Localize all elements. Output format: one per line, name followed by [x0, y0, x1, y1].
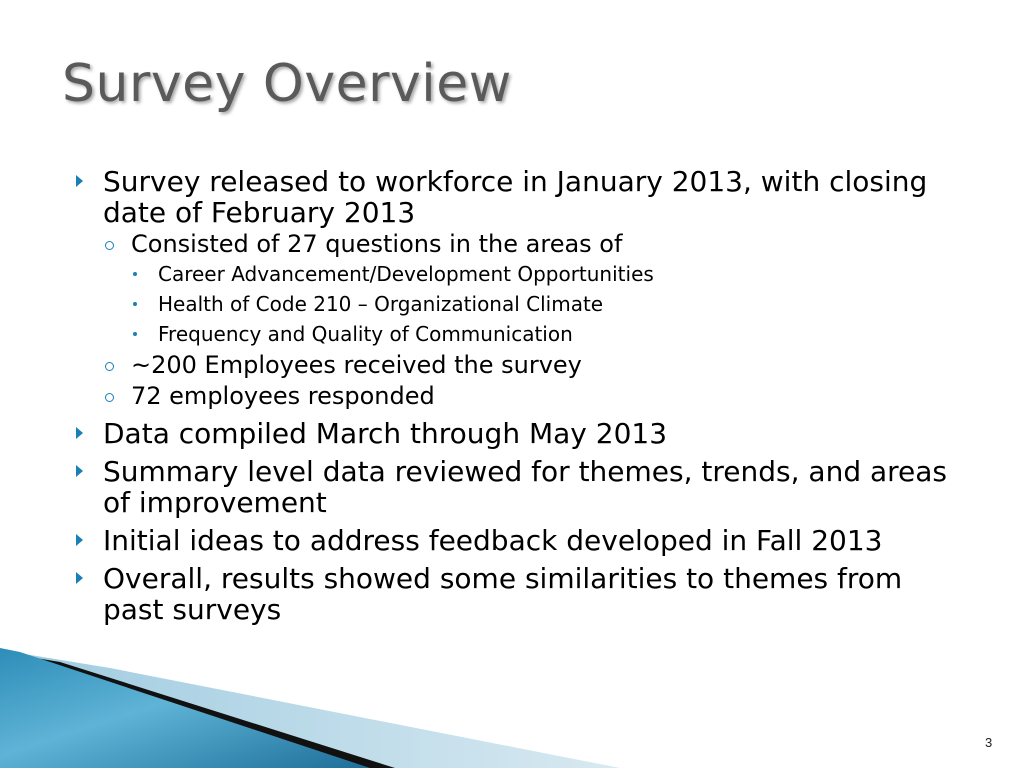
bullet-text: Initial ideas to address feedback developed in Fall 2013	[103, 524, 883, 557]
slide-title: Survey Overview	[62, 54, 512, 114]
triangle-bullet-icon	[76, 427, 83, 439]
bullet-text: Data compiled March through May 2013	[103, 417, 668, 450]
bullet-text: Survey released to workforce in January 2013, with closing date of February 2013	[103, 165, 928, 229]
bullet-level2	[70, 350, 970, 380]
dot-bullet-icon	[133, 332, 137, 336]
bullet-list	[70, 166, 970, 625]
bullet-text: Consisted of 27 questions in the areas of	[131, 230, 623, 258]
bullet-level1	[70, 525, 970, 556]
teal-swoosh	[0, 648, 370, 768]
bullet-level3	[70, 320, 970, 349]
bullet-text: 72 employees responded	[131, 382, 435, 410]
triangle-bullet-icon	[76, 572, 83, 584]
bullet-text: ~200 Employees received the survey	[131, 351, 582, 379]
bullet-text: Overall, results showed some similarities to themes from past surveys	[103, 562, 903, 626]
bullet-level2	[70, 381, 970, 411]
dot-bullet-icon	[133, 302, 137, 306]
triangle-bullet-icon	[76, 534, 83, 546]
bullet-text: Frequency and Quality of Communication	[158, 322, 573, 346]
black-stripe	[0, 652, 395, 768]
bullet-level2	[70, 229, 970, 259]
bullet-level1	[70, 563, 970, 625]
bullet-text: Career Advancement/Development Opportunities	[158, 262, 654, 286]
bullet-level3	[70, 260, 970, 289]
triangle-bullet-icon	[76, 465, 83, 477]
bullet-text: Summary level data reviewed for themes, trends, and areas of improvement	[103, 455, 948, 519]
bullet-level1	[70, 418, 970, 449]
dot-bullet-icon	[133, 272, 137, 276]
bullet-text: Health of Code 210 – Organizational Climate	[158, 292, 604, 316]
circle-bullet-icon	[105, 241, 114, 250]
triangle-bullet-icon	[76, 175, 83, 187]
circle-bullet-icon	[105, 362, 114, 371]
bullet-level1	[70, 456, 970, 518]
page-number: 3	[985, 735, 993, 750]
bullet-level1	[70, 166, 970, 228]
circle-bullet-icon	[105, 393, 114, 402]
pale-blue-stripe	[0, 650, 620, 768]
bullet-level3	[70, 290, 970, 319]
